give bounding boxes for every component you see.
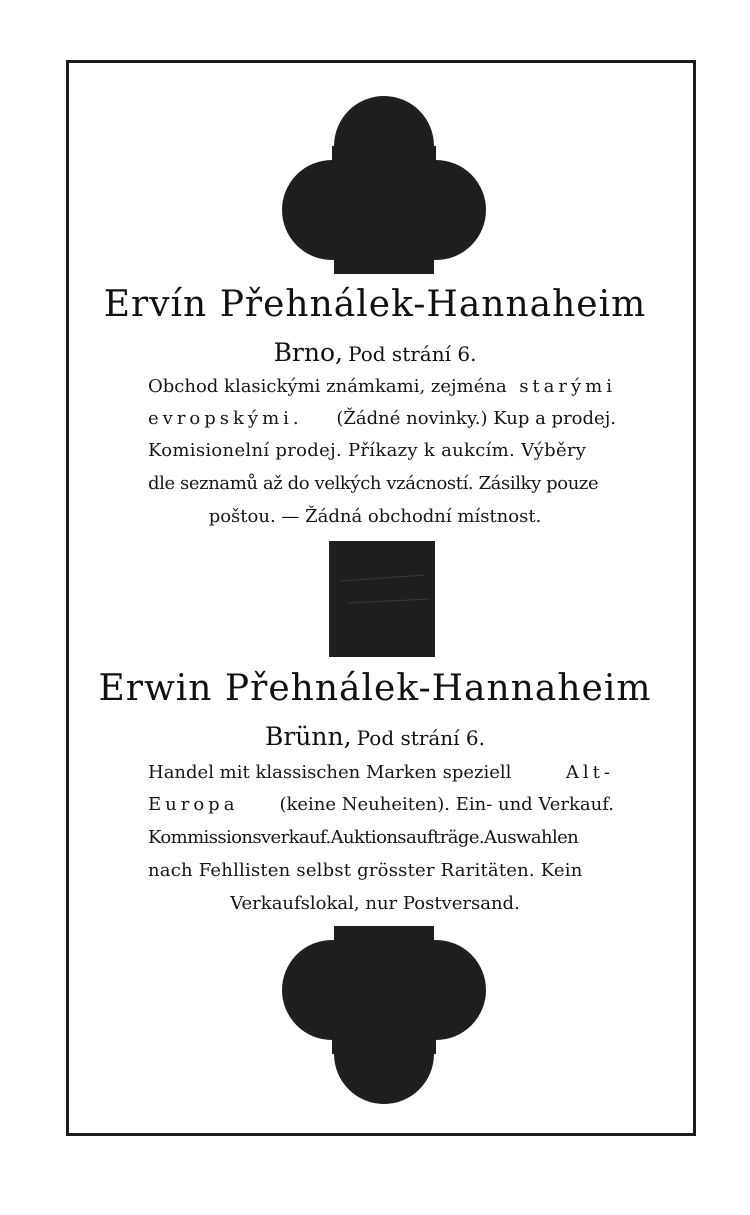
german-address	[0, 722, 750, 751]
czech-city: Brno,	[273, 338, 343, 367]
czech-line-1-text: Obchod klasickými známkami, zejména	[148, 376, 507, 397]
czech-company-name: Ervín Přehnálek-Hannaheim	[103, 284, 647, 325]
german-company-name: Erwin Přehnálek-Hannaheim	[98, 668, 652, 709]
german-line-1-spaced: Alt-	[565, 762, 614, 783]
czech-line-5-text: poštou. — Žádná obchodní místnost.	[208, 506, 542, 527]
czech-line-5	[0, 506, 750, 527]
german-line-5	[0, 893, 750, 914]
german-line-5-text: Verkaufslokal, nur Postversand.	[230, 893, 520, 914]
czech-line-1	[148, 376, 616, 397]
czech-line-4	[148, 473, 616, 494]
bottom-quatrefoil-ornament	[280, 926, 488, 1106]
german-city: Brünn,	[264, 722, 352, 751]
german-line-4	[148, 860, 614, 881]
german-line-2-spaced: Europa	[148, 794, 239, 815]
german-line-1-text: Handel mit klassischen Marken speziell	[148, 762, 512, 783]
czech-street: Pod strání 6.	[348, 342, 477, 366]
german-line-1	[148, 762, 614, 783]
czech-line-2-spaced: evropskými.	[148, 408, 303, 429]
german-line-4-text: nach Fehllisten selbst grösster Raritäten. Kein	[148, 860, 583, 881]
german-street: Pod strání 6.	[356, 726, 486, 750]
czech-address	[0, 338, 750, 367]
german-line-2-text: (keine Neuheiten). Ein- und Verkauf.	[279, 794, 614, 815]
czech-line-3	[148, 440, 616, 461]
czech-line-1-spaced: starými	[519, 376, 616, 397]
german-line-2	[148, 794, 614, 815]
middle-square-ornament	[329, 541, 435, 657]
german-line-3	[148, 827, 614, 848]
czech-line-2-text: (Žádné novinky.) Kup a prodej.	[336, 408, 616, 429]
czech-line-3-text: Komisionelní prodej. Příkazy k aukcím. Výběry	[148, 440, 587, 461]
top-quatrefoil-ornament	[280, 94, 488, 274]
czech-line-4-text: dle seznamů až do velkých vzácností. Zásilky pouze	[148, 473, 599, 494]
german-line-3-text: Kommissionsverkauf.Auktionsaufträge.Auswahlen	[148, 827, 579, 848]
czech-line-2	[148, 408, 616, 429]
